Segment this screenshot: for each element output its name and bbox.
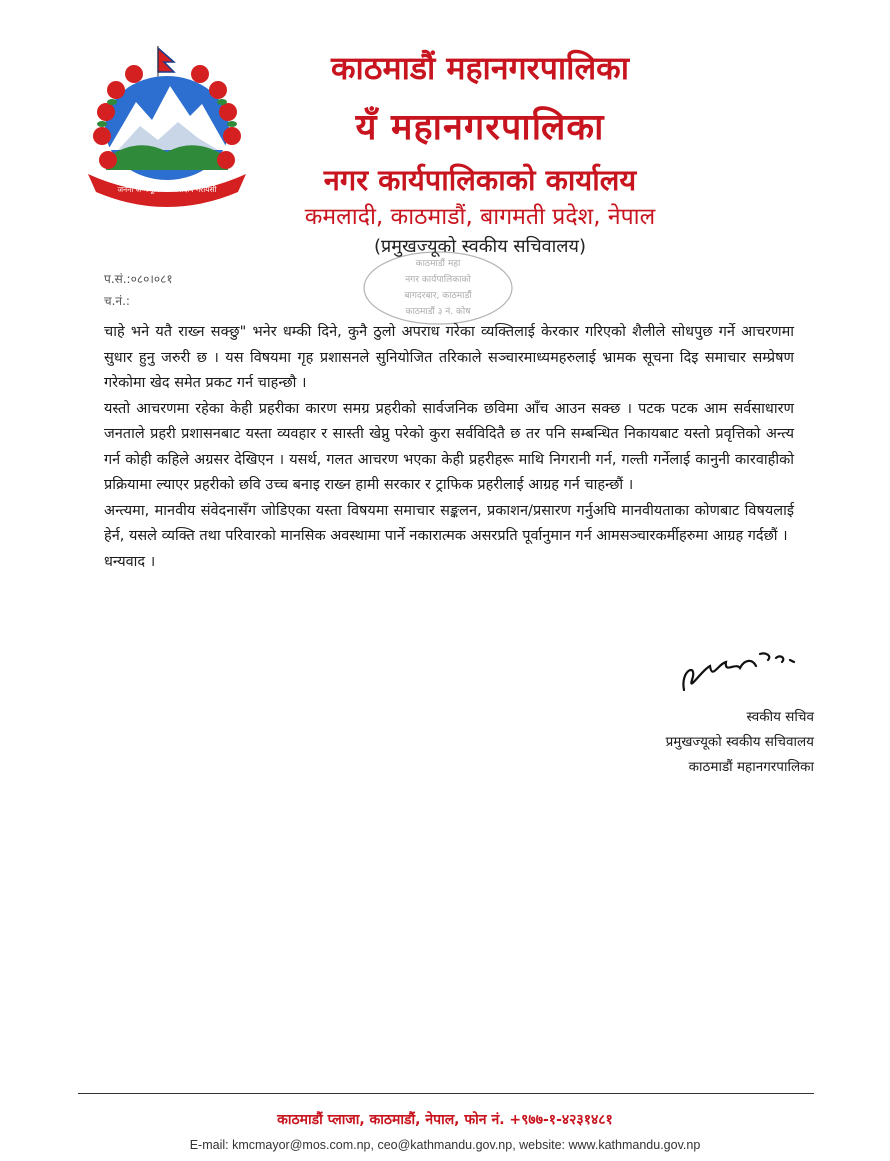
office-name: नगर कार्यपालिकाको कार्यालय — [323, 163, 637, 197]
letter-body — [104, 320, 794, 575]
footer-divider — [78, 1093, 814, 1094]
signature-icon — [640, 640, 810, 700]
chalani-number: च.नं.: — [104, 294, 130, 308]
footer-address: काठमाडौं प्लाजा, काठमाडौं, नेपाल, फोन नं. +९७७-१-४२३१४८१ — [277, 1112, 613, 1128]
signatory-title: स्वकीय सचिव — [746, 709, 814, 725]
secretariat-name: (प्रमुखज्यूको स्वकीय सचिवालय) — [374, 236, 586, 257]
paragraph: यस्तो आचरणमा रहेका केही प्रहरीका कारण समग्र प्रहरीको सार्वजनिक छविमा आँच आउन सक्छ । पटक पटक आम सर्वसाधारण जनताले प्रहरी प्रशासनबाट यस्ता व्यवहार र सास्ती खेप्नु परेको कुरा सर्वविदितै छ तर पनि सम्बन्धित निकायबाट यस्तो प्रवृत्तिको अन्त्य गर्न कोही कहिले अग्रसर देखिएन । यसर्थ, गलत आचरण भएका केही प्रहरीहरू माथि निगरानी गर्न, गल्ती गर्नेलाई कानुनी कारवाहीको प्रक्रियामा ल्याएर प्रहरीको छवि उच्च बनाइ राख्न हामी सरकार र ट्राफिक प्रहरीलाई आग्रह गर्न चाहन्छौं । — [104, 400, 794, 493]
stamp-line: बागदरबार, काठमाडौं — [404, 291, 472, 301]
signatory-office: प्रमुखज्यूको स्वकीय सचिवालय — [665, 734, 814, 750]
org-name-newari: यँ महानगरपालिका — [355, 107, 605, 148]
org-name-nepali: काठमाडौं महानगरपालिका — [330, 49, 630, 87]
paragraph: धन्यवाद । — [104, 553, 156, 570]
signatory-block — [610, 705, 830, 780]
stamp-line: काठमाडौं ३ नं. कोष — [405, 307, 471, 317]
paragraph: चाहे भने यतै राख्न सक्छु" भनेर धम्की दिने, कुनै ठुलो अपराध गरेका व्यक्तिलाई केरकार गरिएको शैलीले सोधपुछ गर्ने आचरणमा सुधार हुनु जरुरी छ । यस विषयमा गृह प्रशासनले सुनियोजित तरिकाले सञ्चारमाध्यमहरुलाई भ्रामक सूचना दिइ समाचार सम्प्रेषण गरेकोमा खेद समेत प्रकट गर्न चाहन्छौ । — [104, 324, 794, 391]
stamp-line: नगर कार्यपालिकाको — [405, 275, 471, 285]
reference-block — [104, 268, 173, 312]
footer-contact: E-mail: kmcmayor@mos.com.np, ceo@kathmandu.gov.np, website: www.kathmandu.gov.np — [189, 1138, 701, 1152]
office-stamp-icon — [358, 248, 518, 328]
kmc-emblem-icon — [78, 40, 256, 208]
paragraph: अन्त्यमा, मानवीय संवेदनासँग जोडिएका यस्ता विषयमा समाचार सङ्कलन, प्रकाशन/प्रसारण गर्नुअघि मानवीयताका कोणबाट विषयलाई हेर्न, यसले व्यक्ति तथा परिवारको मानसिक अवस्थामा पार्ने नकारात्मक असरप्रति पूर्वानुमान गर्न आमसञ्चारकर्मीहरुमा आग्रह गर्दछौं । — [104, 502, 794, 544]
signatory-org: काठमाडौं महानगरपालिका — [688, 759, 814, 775]
stamp-line: काठमाडौं महा — [415, 259, 461, 269]
office-address: कमलादी, काठमाडौं, बागमती प्रदेश, नेपाल — [304, 204, 656, 230]
emblem-motto: जननी जन्मभूमिश्च स्वर्गादपि गरीयसी — [117, 185, 217, 194]
patra-sankhya: प.सं.:०८०।०८१ — [104, 272, 173, 286]
